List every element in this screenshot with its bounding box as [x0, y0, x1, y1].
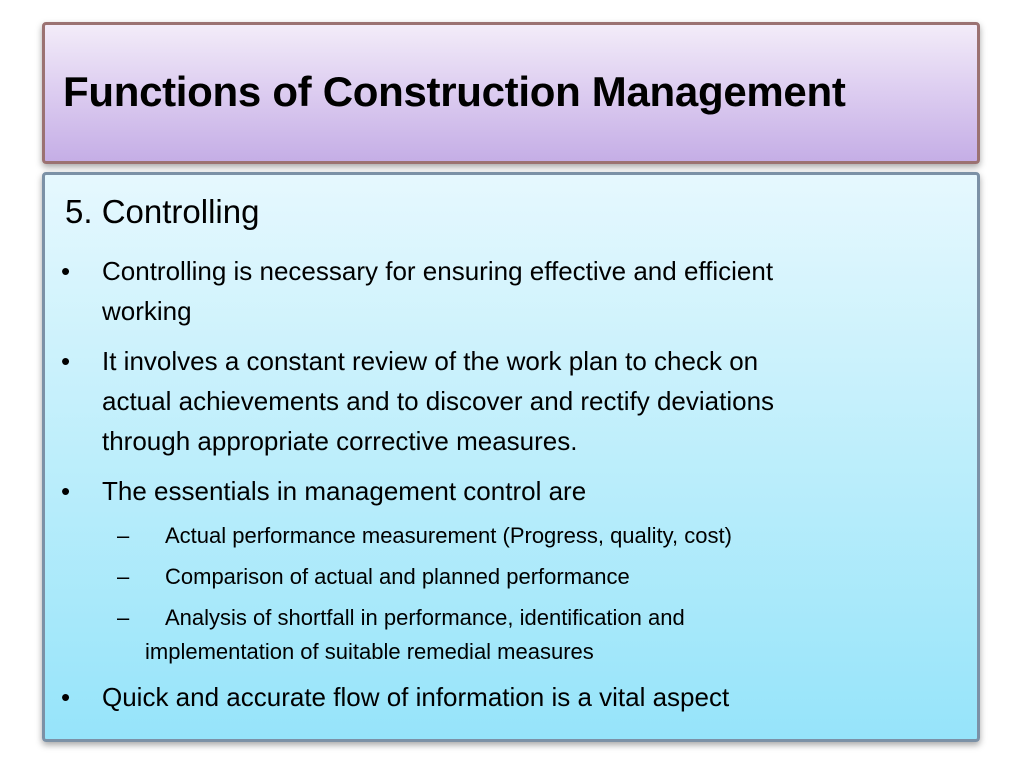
content-box [42, 172, 980, 742]
bullet-marker: • [61, 256, 71, 286]
sub-bullet-3-line-2: implementation of suitable remedial measures [145, 639, 594, 664]
bullet-3-line-1: The essentials in management control are [102, 476, 587, 506]
sub-bullet-2-line-1: Comparison of actual and planned performance [165, 564, 630, 589]
sub-bullet-marker: – [117, 564, 130, 589]
bullet-2-line-2: actual achievements and to discover and rectify deviations [102, 386, 775, 416]
sub-bullet-1-line-1: Actual performance measurement (Progress, quality, cost) [165, 523, 732, 548]
bullet-4-line-1: Quick and accurate flow of information is a vital aspect [102, 682, 730, 712]
bullet-1-line-1: Controlling is necessary for ensuring effective and efficient [102, 256, 774, 286]
sub-bullet-marker: – [117, 523, 130, 548]
bullet-marker: • [61, 476, 71, 506]
bullet-1-line-2: working [102, 296, 192, 326]
sub-bullet-3-line-1: Analysis of shortfall in performance, identification and [165, 605, 685, 630]
sub-bullet-marker: – [117, 605, 130, 630]
slide-title: Functions of Construction Management [63, 68, 846, 115]
bullet-marker: • [61, 346, 71, 376]
section-heading: 5. Controlling [65, 193, 260, 230]
bullet-2-line-1: It involves a constant review of the work plan to check on [102, 346, 759, 376]
bullet-marker: • [61, 682, 71, 712]
title-box [42, 22, 980, 164]
bullet-2-line-3: through appropriate corrective measures. [102, 426, 578, 456]
